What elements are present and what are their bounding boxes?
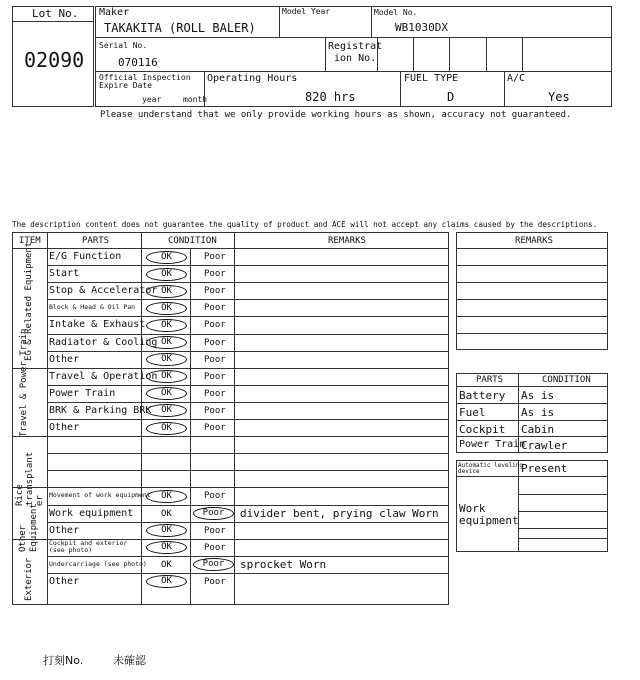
row-part: Work equipment (49, 507, 134, 519)
header-parts: PARTS (82, 236, 110, 246)
row-remark: sprocket Worn (240, 557, 327, 571)
row-part: Other (49, 524, 80, 536)
row-poor: Poor (204, 405, 226, 416)
right-remarks-header: REMARKS (515, 236, 553, 246)
ac-value: Yes (548, 90, 570, 104)
row-ok: OK (146, 268, 187, 281)
row-part: Other (49, 575, 80, 587)
row-ok: OK (146, 285, 187, 298)
row-poor: Poor (204, 525, 226, 536)
maker-label: Maker (99, 7, 130, 18)
fuel-value: D (447, 90, 455, 104)
header-remarks: REMARKS (328, 236, 366, 246)
row-ok: OK (146, 404, 187, 417)
row-part: Stop & Accelerator (49, 285, 158, 297)
row-poor: Poor (204, 354, 226, 365)
lot-label: Lot No. (32, 7, 79, 20)
row-poor: Poor (204, 576, 226, 587)
row-part: Start (49, 268, 80, 280)
inspection-label-2: Expire Date (99, 81, 152, 90)
right-parts-header: PARTS (476, 375, 504, 385)
row-poor: Poor (193, 507, 234, 520)
power-train-cond: Crawler (521, 439, 568, 452)
row-part: Radiator & Cooling (49, 336, 158, 348)
group-eg: EG & Related Equipment (24, 241, 34, 361)
fuel-part-cond: As is (521, 406, 555, 419)
row-part: Power Train (49, 387, 116, 399)
battery-cond: As is (521, 389, 555, 402)
row-poor: Poor (204, 303, 226, 314)
work-label-1: Work (459, 502, 486, 515)
group-other-2: Equipment (29, 503, 39, 552)
battery-label: Battery (459, 389, 506, 402)
row-part: Intake & Exhaust (49, 319, 146, 331)
row-ok: OK (146, 524, 187, 537)
row-poor: Poor (204, 269, 226, 280)
year-label: year (142, 95, 162, 104)
row-poor: Poor (204, 491, 226, 502)
row-ok: OK (146, 490, 187, 503)
cockpit-label: Cockpit (459, 423, 506, 436)
row-part: Undercarriage (see photo) (49, 559, 147, 568)
ac-label: A/C (507, 73, 526, 84)
row-part: Cockpit and exterior (see photo) (49, 538, 128, 554)
row-ok: OK (146, 302, 187, 315)
group-other-1: Other (18, 524, 28, 552)
power-train-label: Power Train (459, 439, 526, 450)
right-condition-header: CONDITION (542, 375, 591, 385)
row-poor: Poor (204, 371, 226, 382)
row-ok: OK (161, 508, 172, 519)
row-part: BRK & Parking BRK (49, 404, 152, 416)
leveling-value: Present (521, 462, 568, 475)
row-poor: Poor (204, 542, 226, 553)
cockpit-cond: Cabin (521, 423, 555, 436)
group-exterior: Exterior (24, 557, 34, 601)
row-poor: Poor (204, 423, 226, 433)
fuel-label: FUEL TYPE (404, 73, 459, 84)
group-rice-1: Rice (15, 484, 25, 506)
hours-value: 820 hrs (305, 90, 356, 104)
month-label: month (183, 95, 208, 104)
group-rice-2: transplant (25, 451, 35, 506)
model-no-value: WB1030DX (395, 21, 448, 34)
model-year-label: Model Year (282, 7, 331, 16)
row-ok: OK (161, 559, 172, 570)
header-condition: CONDITION (168, 236, 217, 246)
row-part: Other (49, 353, 80, 365)
stamp-label: 打刻No. (43, 654, 84, 667)
row-remark: divider bent, prying claw Worn (240, 506, 439, 520)
group-rice-3: er (35, 495, 45, 506)
row-part: Movement of work equipment (49, 491, 151, 500)
row-ok: OK (146, 387, 187, 400)
row-poor: Poor (204, 320, 226, 331)
disclaimer: The description content does not guarantee the quality of product and ACE will not accept any claims caused by the descriptions. (12, 220, 598, 229)
group-travel-1: Travel & Power Train (19, 328, 29, 437)
leveling-label-1: Automatic leveling (458, 462, 524, 469)
maker-value: TAKAKITA (ROLL BALER) (104, 21, 256, 35)
registration-label-2: ion No. (334, 53, 377, 64)
row-poor: Poor (204, 286, 226, 297)
hours-label: Operating Hours (207, 73, 298, 84)
row-ok: OK (146, 422, 187, 435)
serial-label: Serial No. (99, 41, 148, 50)
inspection-label-1: Official Inspection (99, 73, 191, 82)
row-ok: OK (146, 336, 187, 349)
model-no-label: Model No. (374, 8, 418, 17)
registration-label-1: Registrat (328, 41, 383, 52)
row-part: Block & Head & Oil Pan (49, 303, 136, 312)
row-ok: OK (146, 370, 187, 383)
leveling-label-2: device (458, 468, 480, 475)
row-poor: Poor (204, 337, 226, 348)
row-ok: OK (146, 575, 187, 588)
row-part: Travel & Operation (49, 370, 158, 382)
row-part: E/G Function (49, 251, 122, 262)
serial-value: 070116 (118, 56, 158, 69)
row-poor: Poor (204, 252, 226, 262)
row-part: Other (49, 422, 80, 433)
header-item: ITEM (19, 236, 41, 246)
row-ok: OK (146, 541, 187, 554)
row-poor: Poor (193, 558, 234, 571)
row-ok: OK (146, 251, 187, 264)
hours-note: Please understand that we only provide working hours as shown, accuracy not guaranteed. (100, 110, 572, 120)
work-label-2: equipment (459, 514, 519, 527)
row-ok: OK (146, 353, 187, 366)
fuel-part-label: Fuel (459, 406, 486, 419)
row-ok: OK (146, 319, 187, 332)
stamp-value: 未確認 (113, 654, 146, 667)
row-poor: Poor (204, 388, 226, 399)
lot-number: 02090 (24, 48, 85, 72)
